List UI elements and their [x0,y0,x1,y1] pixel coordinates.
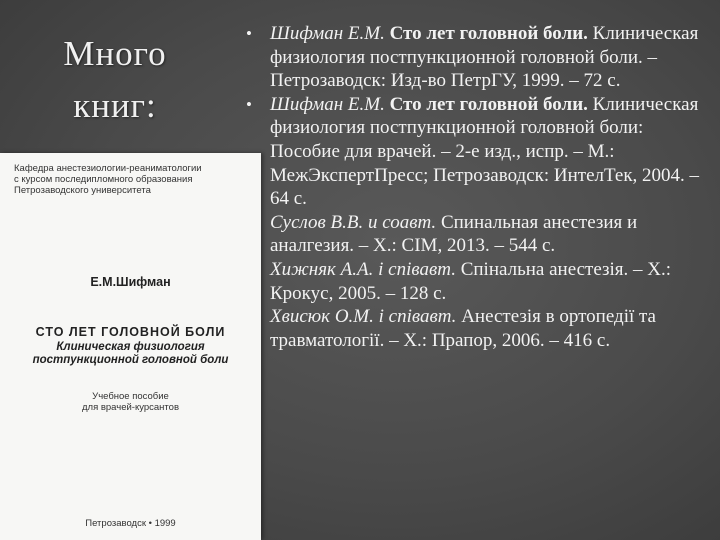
reference-author: Шифман Е.М. [270,93,390,115]
cover-footer: Петрозаводск • 1999 [85,518,176,529]
bullet-icon: • [246,24,252,43]
reference-details: Клиническая физиология постпункционной головной боли. – Петрозаводск: Изд-во ПетрГУ, 1999. – 72 с. [270,23,699,92]
slide-title-line2: книг: [73,86,157,125]
reference-title: Сто лет головной боли. [389,23,593,44]
reference-author: Шифман Е.М. [270,23,390,44]
reference-details: Спінальна анестезія. – Х.: Крокус, 2005. – 128 с. [270,258,672,304]
cover-genre [0,391,261,413]
cover-genre-line: для врачей-курсантов [81,402,180,413]
bullet-icon: • [246,94,252,114]
cover-subtitle-line: постпункционной головной боли [32,354,229,366]
cover-department [14,163,250,196]
cover-genre-line: Учебное пособие [92,391,169,402]
reference-title: Сто лет головной боли. [389,93,593,115]
cover-dept-line: Кафедра анестезиологии-реаниматологии [14,163,202,174]
reference-details: Клиническая физиология постпункционной головной боли: Пособие для врачей. – 2-е изд., испр. – М.: МежЭкспертПресс; Петрозаводск: ИнтелТек, 2004. – 64 с. [270,93,700,210]
reference-author: Хвисюк О.М. і співавт. [270,306,462,328]
cover-dept-line: с курсом последипломного образования [14,174,193,185]
cover-subtitle-line: Клиническая физиология [56,341,205,353]
slide-title-line1: Много [63,34,167,73]
cover-dept-line: Петрозаводского университета [14,185,151,196]
reference-item [246,305,714,352]
reference-author: Суслов В.В. и соавт. [270,211,441,233]
reference-author: Хижняк А.А. і співавт. [270,258,461,280]
reference-details: Анестезія в ортопедії та травматології. – Х.: Прапор, 2006. – 416 с. [270,306,656,351]
reference-item [246,258,714,305]
reference-item [246,93,714,211]
cover-author: Е.М.Шифман [90,275,171,289]
reference-details: Спинальная анестезия и аналгезия. – Х.: СІМ, 2013. – 544 с. [270,211,638,257]
reference-item [246,211,714,258]
reference-list [246,22,714,352]
reference-item [246,22,714,93]
book-cover-image [0,153,261,540]
cover-title: СТО ЛЕТ ГОЛОВНОЙ БОЛИ [35,325,226,339]
slide-title [20,28,210,132]
cover-subtitle [0,341,261,367]
